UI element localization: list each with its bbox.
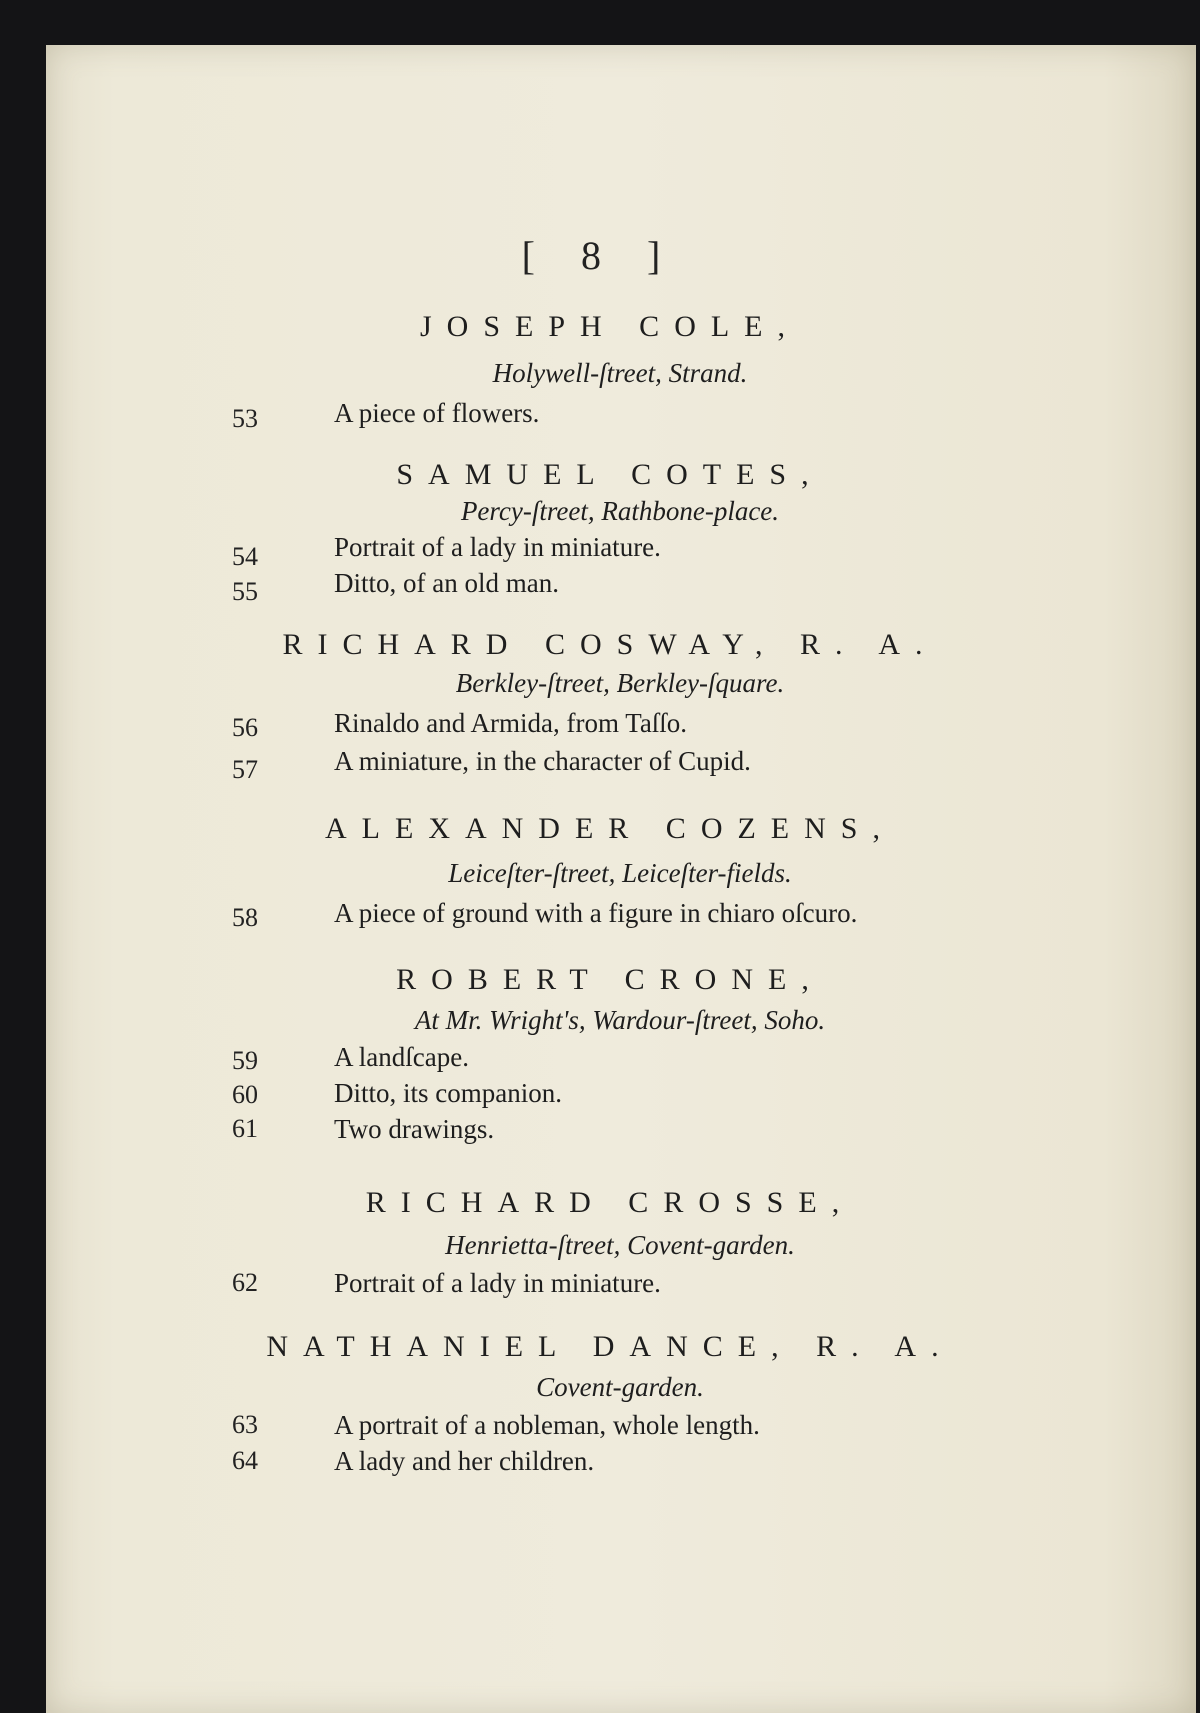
artist-address: Covent-garden. — [536, 1372, 704, 1402]
entry-title: Ditto, of an old man. — [334, 568, 559, 598]
entry-title: Ditto, its companion. — [334, 1078, 562, 1108]
artist-name: RICHARD COSWAY, R. A. — [282, 628, 938, 661]
artist-name: RICHARD CROSSE, — [365, 1186, 855, 1219]
entry-number: 53 — [232, 404, 258, 433]
entry-number: 62 — [232, 1268, 258, 1297]
entry-number: 64 — [232, 1446, 258, 1475]
entry-title: A piece of ground with a figure in chiaro oſcuro. — [334, 898, 858, 928]
entry-number: 58 — [232, 903, 258, 932]
entry-title: A miniature, in the character of Cupid. — [334, 746, 751, 776]
entry-title: A portrait of a nobleman, whole length. — [334, 1410, 760, 1440]
entry-title: A lady and her children. — [334, 1446, 595, 1476]
entry-title: A landſcape. — [334, 1042, 469, 1072]
artist-name: ROBERT CRONE, — [396, 963, 824, 996]
entry-number: 55 — [232, 577, 258, 606]
artist-name: JOSEPH COLE, — [419, 310, 801, 343]
entry-number: 63 — [232, 1410, 258, 1439]
entry-number: 61 — [232, 1114, 258, 1143]
entry-number: 60 — [232, 1080, 258, 1109]
entry-number: 59 — [232, 1046, 258, 1075]
artist-address: Berkley-ſtreet, Berkley-ſquare. — [455, 668, 785, 698]
artist-name: ALEXANDER COZENS, — [325, 812, 895, 845]
entry-title: Portrait of a lady in miniature. — [334, 1268, 661, 1298]
artist-address: Percy-ſtreet, Rathbone-place. — [460, 496, 780, 526]
artist-address: At Mr. Wright's, Wardour-ſtreet, Soho. — [414, 1005, 826, 1035]
entry-title: Portrait of a lady in miniature. — [334, 532, 661, 562]
entry-number: 56 — [232, 713, 258, 742]
artist-address: Holywell-ſtreet, Strand. — [492, 358, 748, 388]
artist-address: Henrietta-ſtreet, Covent-garden. — [445, 1230, 795, 1260]
artist-name: NATHANIEL DANCE, R. A. — [266, 1330, 954, 1363]
entry-number: 54 — [232, 542, 258, 571]
artist-address: Leiceſter-ſtreet, Leiceſter-fields. — [448, 858, 792, 888]
page-number: [ 8 ] — [521, 233, 679, 278]
entry-title: A piece of flowers. — [334, 398, 540, 428]
entry-number: 57 — [232, 755, 258, 784]
artist-name: SAMUEL COTES, — [396, 458, 824, 491]
entry-title: Two drawings. — [334, 1114, 495, 1144]
entry-title: Rinaldo and Armida, from Taſſo. — [334, 708, 688, 738]
